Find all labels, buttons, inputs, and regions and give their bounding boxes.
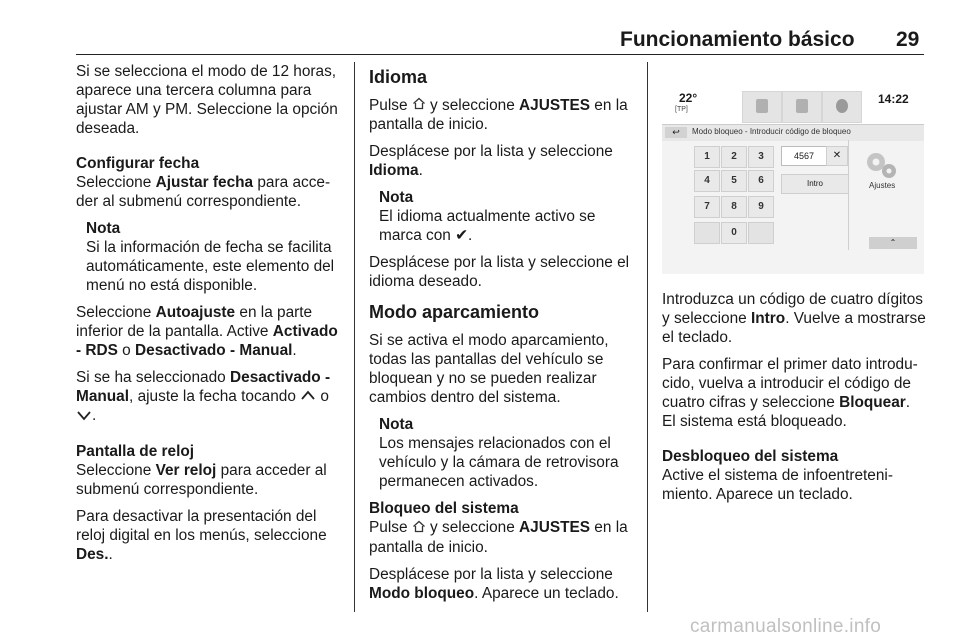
- heading-configurar-fecha: Configurar fecha: [76, 155, 200, 172]
- paragraph-12h: Si se selecciona el modo de 12 horas, aparece una tercera columna para ajustar AM y PM. Seleccione la opción deseada.: [76, 63, 338, 137]
- tp-indicator: [TP]: [675, 106, 688, 113]
- key-blank-left: [694, 222, 720, 244]
- chevron-down-icon: [76, 407, 92, 426]
- paragraph-bloqueo-1: Pulse y seleccione AJUSTES en la pantalla de inicio.: [369, 519, 628, 556]
- column-3: [662, 290, 926, 512]
- key-blank-right: [748, 222, 774, 244]
- music-icon[interactable]: [742, 91, 782, 123]
- paragraph-ajustar-fecha: Seleccione Ajustar fecha para acceder al submenú correspondiente.: [76, 174, 331, 210]
- paragraph-desactivar-reloj: Para desactivar la presentación del reloj digital en los menús, seleccione Des..: [76, 507, 327, 563]
- home-icon: [412, 519, 426, 538]
- key-5[interactable]: 5: [721, 170, 747, 192]
- column-1: [76, 62, 346, 572]
- paragraph-bloqueo-2: Desplácese por la lista y seleccione Modo bloqueo. Aparece un teclado.: [369, 565, 619, 602]
- column-divider-2: [647, 62, 648, 612]
- header-rule: [76, 54, 924, 55]
- heading-bloqueo-sistema: Bloqueo del sistema: [369, 500, 519, 518]
- page-number: 29: [896, 28, 920, 51]
- note-text: El idioma actualmente activo se marca con ✔.: [379, 208, 596, 245]
- gear-icon: [862, 148, 902, 184]
- heading-modo-aparcamiento: Modo aparcamiento: [369, 302, 540, 323]
- paragraph-ver-reloj: Seleccione Ver reloj para acceder al submenú correspondiente.: [76, 461, 327, 498]
- clock-readout: 14:22: [878, 92, 909, 106]
- paragraph-confirmar: Para confirmar el primer dato introducido, vuelva a introducir el código de cuatro cifras y seleccione Bloquear. El sistema está bloqueado.: [662, 356, 918, 430]
- key-7[interactable]: 7: [694, 196, 720, 218]
- note-title: Nota: [379, 189, 414, 207]
- info-icon[interactable]: [822, 91, 862, 123]
- paragraph-manual: Si se ha seleccionado Desactivado - Manual, ajuste la fecha tocando o .: [76, 369, 331, 425]
- paragraph-autoajuste: Seleccione Autoajuste en la parte inferior de la pantalla. Active Activado - RDS o Desactivado - Manual.: [76, 304, 338, 359]
- phone-icon[interactable]: [782, 91, 822, 123]
- checkmark-icon: ✔: [455, 227, 469, 245]
- paragraph-modo-aparcamiento: Si se activa el modo aparcamiento, todas las pantallas del vehículo se bloquean y no se pueden realizar cambios dentro del sistema.: [369, 332, 609, 407]
- screen-title: Modo bloqueo - Introducir código de bloqueo: [692, 127, 851, 136]
- panel-divider: [848, 140, 849, 250]
- note-text: Si la información de fecha se facilita automáticamente, este elemento del menú no está disponible.: [86, 239, 335, 294]
- page-header-title: Funcionamiento básico: [620, 28, 855, 51]
- key-2[interactable]: 2: [721, 146, 747, 168]
- watermark: carmanualsonline.info: [690, 616, 882, 637]
- note-fecha: [86, 219, 346, 295]
- title-bar: [662, 124, 924, 141]
- paragraph-idioma-1: Pulse y seleccione AJUSTES en la pantalla de inicio.: [369, 97, 628, 134]
- paragraph-desbloqueo: Active el sistema de infoentretenimiento. Aparece un teclado.: [662, 467, 893, 503]
- intro-button[interactable]: Intro: [781, 174, 849, 194]
- lock-keypad-screenshot: [662, 66, 924, 274]
- heading-desbloqueo: Desbloqueo del sistema: [662, 448, 839, 465]
- key-3[interactable]: 3: [748, 146, 774, 168]
- chevron-up-icon: [300, 387, 316, 406]
- column-2: [369, 62, 637, 611]
- clear-button[interactable]: ✕: [826, 146, 848, 166]
- key-4[interactable]: 4: [694, 170, 720, 192]
- key-8[interactable]: 8: [721, 196, 747, 218]
- note-idioma: [379, 188, 637, 245]
- back-button[interactable]: ↩: [665, 127, 687, 138]
- paragraph-idioma-3: Desplácese por la lista y seleccione el idioma deseado.: [369, 254, 630, 291]
- home-icon: [412, 96, 426, 115]
- paragraph-codigo: Introduzca un código de cuatro dígitos y seleccione Intro. Vuelve a mostrarse el teclado.: [662, 291, 926, 346]
- paragraph-idioma-2: Desplácese por la lista y seleccione Idioma.: [369, 143, 613, 180]
- temperature-readout: 22°: [679, 91, 698, 105]
- note-title: Nota: [86, 220, 121, 237]
- code-input[interactable]: 4567: [781, 146, 827, 166]
- note-modo: [379, 415, 637, 491]
- key-1[interactable]: 1: [694, 146, 720, 168]
- scroll-up-button[interactable]: ⌃: [869, 237, 917, 249]
- ajustes-label: Ajustes: [869, 181, 896, 190]
- key-0[interactable]: 0: [721, 222, 747, 244]
- key-6[interactable]: 6: [748, 170, 774, 192]
- key-9[interactable]: 9: [748, 196, 774, 218]
- heading-idioma: Idioma: [369, 67, 428, 87]
- heading-pantalla-reloj: Pantalla de reloj: [76, 442, 195, 460]
- column-divider-1: [354, 62, 355, 612]
- note-title: Nota: [379, 416, 414, 434]
- note-text: Los mensajes relacionados con el vehículo y la cámara de retrovisora permanecen activados.: [379, 435, 619, 491]
